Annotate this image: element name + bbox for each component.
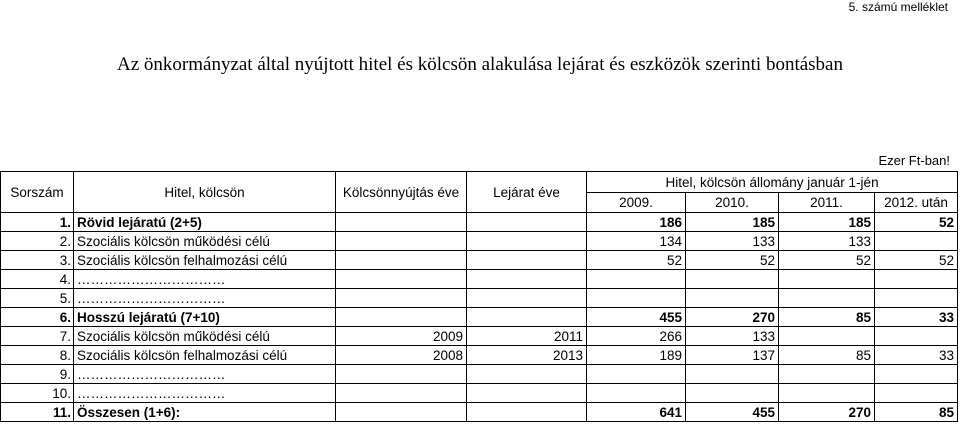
table-row [1, 270, 958, 289]
header-sorszam: Sorszám [1, 172, 74, 213]
row-lejarat-year [467, 213, 587, 232]
row-value-2011: 85 [779, 308, 875, 327]
row-number: 11. [1, 403, 74, 422]
row-number: 5. [1, 289, 74, 308]
row-value-2011: 133 [779, 232, 875, 251]
row-nyujtas-year: 2009 [336, 327, 467, 346]
row-lejarat-year [467, 384, 587, 403]
row-value-2011 [779, 327, 875, 346]
row-value-2012 [875, 232, 958, 251]
row-value-2010: 270 [686, 308, 779, 327]
row-number: 7. [1, 327, 74, 346]
header-year-2012: 2012. után [875, 193, 958, 213]
row-lejarat-year: 2011 [467, 327, 587, 346]
row-number: 1. [1, 213, 74, 232]
table-row [1, 251, 958, 270]
row-lejarat-year [467, 289, 587, 308]
header-hitel: Hitel, kölcsön [74, 172, 336, 213]
row-value-2011: 52 [779, 251, 875, 270]
row-value-2012: 85 [875, 403, 958, 422]
row-value-2012: 52 [875, 213, 958, 232]
row-value-2012: 33 [875, 346, 958, 365]
annex-label: 5. számú melléklet [848, 0, 948, 14]
header-year-2009: 2009. [587, 193, 686, 213]
row-number: 3. [1, 251, 74, 270]
row-nyujtas-year [336, 384, 467, 403]
row-value-2010: 133 [686, 232, 779, 251]
table-row [1, 384, 958, 403]
row-lejarat-year: 2013 [467, 346, 587, 365]
row-nyujtas-year [336, 270, 467, 289]
row-value-2012: 52 [875, 251, 958, 270]
row-value-2012 [875, 270, 958, 289]
row-nyujtas-year [336, 403, 467, 422]
row-nyujtas-year [336, 232, 467, 251]
row-name: Összesen (1+6): [74, 403, 336, 422]
header-lejarat: Lejárat éve [467, 172, 587, 213]
row-value-2010: 185 [686, 213, 779, 232]
row-nyujtas-year [336, 251, 467, 270]
row-lejarat-year [467, 270, 587, 289]
row-name: Szociális kölcsön működési célú [74, 232, 336, 251]
row-value-2011: 185 [779, 213, 875, 232]
row-value-2009: 52 [587, 251, 686, 270]
row-name: …………………………… [74, 384, 336, 403]
table-row [1, 327, 958, 346]
row-value-2009: 134 [587, 232, 686, 251]
row-value-2012: 33 [875, 308, 958, 327]
row-lejarat-year [467, 308, 587, 327]
row-value-2010 [686, 270, 779, 289]
row-nyujtas-year [336, 289, 467, 308]
row-value-2009 [587, 365, 686, 384]
header-year-2010: 2010. [686, 193, 779, 213]
row-name: Rövid lejáratú (2+5) [74, 213, 336, 232]
row-name: …………………………… [74, 270, 336, 289]
row-value-2009 [587, 289, 686, 308]
row-value-2009: 189 [587, 346, 686, 365]
table-row [1, 403, 958, 422]
row-name: …………………………… [74, 365, 336, 384]
row-value-2010: 52 [686, 251, 779, 270]
row-nyujtas-year [336, 308, 467, 327]
row-nyujtas-year [336, 365, 467, 384]
row-number: 2. [1, 232, 74, 251]
row-value-2011 [779, 270, 875, 289]
row-number: 4. [1, 270, 74, 289]
table-row [1, 213, 958, 232]
row-name: Hosszú lejáratú (7+10) [74, 308, 336, 327]
row-name: Szociális kölcsön működési célú [74, 327, 336, 346]
row-value-2011: 270 [779, 403, 875, 422]
row-value-2012 [875, 384, 958, 403]
header-year-2011: 2011. [779, 193, 875, 213]
table-row [1, 346, 958, 365]
row-value-2011 [779, 384, 875, 403]
header-nyujtas: Kölcsönnyújtás éve [336, 172, 467, 213]
row-value-2010: 137 [686, 346, 779, 365]
row-lejarat-year [467, 365, 587, 384]
row-nyujtas-year [336, 213, 467, 232]
page-title: Az önkormányzat által nyújtott hitel és kölcsön alakulása lejárat és eszközök szerinti bontásban [117, 54, 843, 75]
row-value-2012 [875, 327, 958, 346]
row-value-2010 [686, 365, 779, 384]
row-value-2010: 455 [686, 403, 779, 422]
row-value-2009: 186 [587, 213, 686, 232]
row-name: Szociális kölcsön felhalmozási célú [74, 346, 336, 365]
row-nyujtas-year: 2008 [336, 346, 467, 365]
unit-note: Ezer Ft-ban! [878, 153, 950, 168]
table-row [1, 232, 958, 251]
row-name: …………………………… [74, 289, 336, 308]
row-value-2010 [686, 384, 779, 403]
row-value-2010: 133 [686, 327, 779, 346]
row-value-2011 [779, 365, 875, 384]
row-value-2011: 85 [779, 346, 875, 365]
table-row [1, 365, 958, 384]
row-value-2009: 455 [587, 308, 686, 327]
row-number: 10. [1, 384, 74, 403]
row-value-2012 [875, 289, 958, 308]
row-value-2011 [779, 289, 875, 308]
row-number: 6. [1, 308, 74, 327]
row-value-2010 [686, 289, 779, 308]
row-value-2009 [587, 270, 686, 289]
row-name: Szociális kölcsön felhalmozási célú [74, 251, 336, 270]
header-allomany: Hitel, kölcsön állomány január 1-jén [587, 172, 958, 193]
loan-table [0, 171, 958, 422]
table-row [1, 308, 958, 327]
row-lejarat-year [467, 403, 587, 422]
row-value-2009: 641 [587, 403, 686, 422]
row-number: 8. [1, 346, 74, 365]
row-value-2009: 266 [587, 327, 686, 346]
row-number: 9. [1, 365, 74, 384]
row-lejarat-year [467, 232, 587, 251]
row-value-2009 [587, 384, 686, 403]
row-value-2012 [875, 365, 958, 384]
row-lejarat-year [467, 251, 587, 270]
table-row [1, 289, 958, 308]
